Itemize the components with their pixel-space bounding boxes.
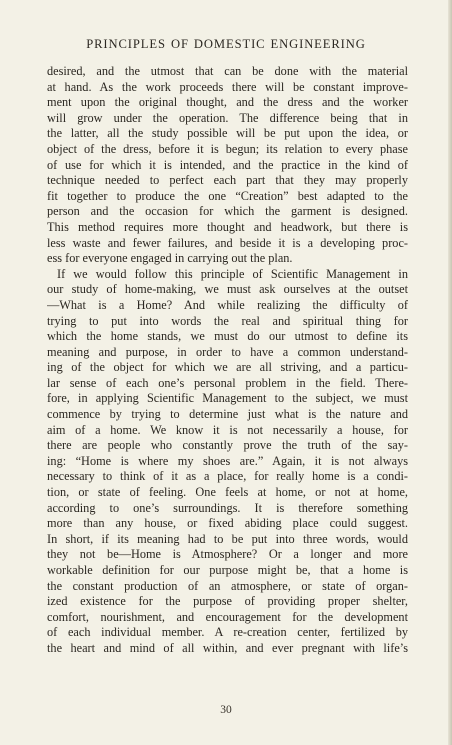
text-line: This method requires more thought and headwork, but there is [47,219,408,234]
text-line: technique needed to perfect each part that they may properly [47,173,408,188]
text-line: trying to put into words the real and spiritual thing for [47,313,408,328]
text-line: In short, if its meaning had to be put into three words, would [47,531,408,546]
body-text [47,64,408,657]
text-line: less waste and fewer failures, and beside it is a developing proc- [47,235,408,250]
text-line: which the home stands, we must do our utmost to define its [47,329,408,344]
text-line: will grow under the operation. The difference being that in [47,110,408,125]
text-line: the constant production of an atmosphere, or state of organ- [47,578,408,593]
page-edge [448,0,452,745]
text-line: of each individual member. A re-creation center, fertilized by [47,625,408,640]
page-number: 30 [220,704,232,716]
text-line: —What is a Home? And while realizing the difficulty of [47,297,408,312]
text-line: commence by trying to determine just what is the nature and [47,407,408,422]
text-line: at hand. As the work proceeds there will be constant improve- [47,79,408,94]
text-line: the latter, all the study possible will be put upon the idea, or [47,126,408,141]
text-line: fit together to produce the one “Creation” best adapted to the [47,188,408,203]
text-line: meaning and purpose, in order to have a common understand- [47,344,408,359]
text-line: ment upon the original thought, and the dress and the worker [47,95,408,110]
text-line: ing of the object for which we are all striving, and a particu- [47,360,408,375]
text-line: according to one’s surroundings. It is therefore something [47,500,408,515]
text-line: desired, and the utmost that can be done with the material [47,64,408,78]
text-line: person and the occasion for which the garment is designed. [47,204,408,219]
text-line: If we would follow this principle of Scientific Management in [57,266,408,281]
text-line: they not be—Home is Atmosphere? Or a longer and more [47,547,408,562]
text-line: more than any house, or fixed abiding place could suggest. [47,516,408,531]
text-line: the heart and mind of all within, and ever pregnant with life’s [47,640,408,655]
text-line: of use for which it is intended, and the practice in the kind of [47,157,408,172]
text-line: comfort, nourishment, and encouragement for the development [47,609,408,624]
text-line: aim of a home. We know it is not necessarily a house, for [47,422,408,437]
text-line: lar sense of each one’s personal problem in the field. There- [47,375,408,390]
text-line: there are people who constantly prove the truth of the say- [47,438,408,453]
text-line: workable definition for our purpose might be, that a home is [47,563,408,577]
text-line: ing: “Home is where my shoes are.” Again, it is not always [47,453,408,468]
text-line: ized existence for the purpose of providing proper shelter, [47,594,408,609]
running-head: PRINCIPLES OF DOMESTIC ENGINEERING [86,37,366,51]
text-line: necessary to think of it as a place, for really home is a condi- [47,469,408,484]
text-line: tion, or state of feeling. One feels at home, or not at home, [47,485,408,500]
text-line: object of the dress, before it is begun; its relation to every phase [47,141,408,156]
text-line: fore, in applying Scientific Management to the subject, we must [47,391,408,406]
text-line: ess for everyone engaged in carrying out the plan. [47,251,293,266]
text-line: our study of home-making, we must ask ourselves at the outset [47,282,408,297]
